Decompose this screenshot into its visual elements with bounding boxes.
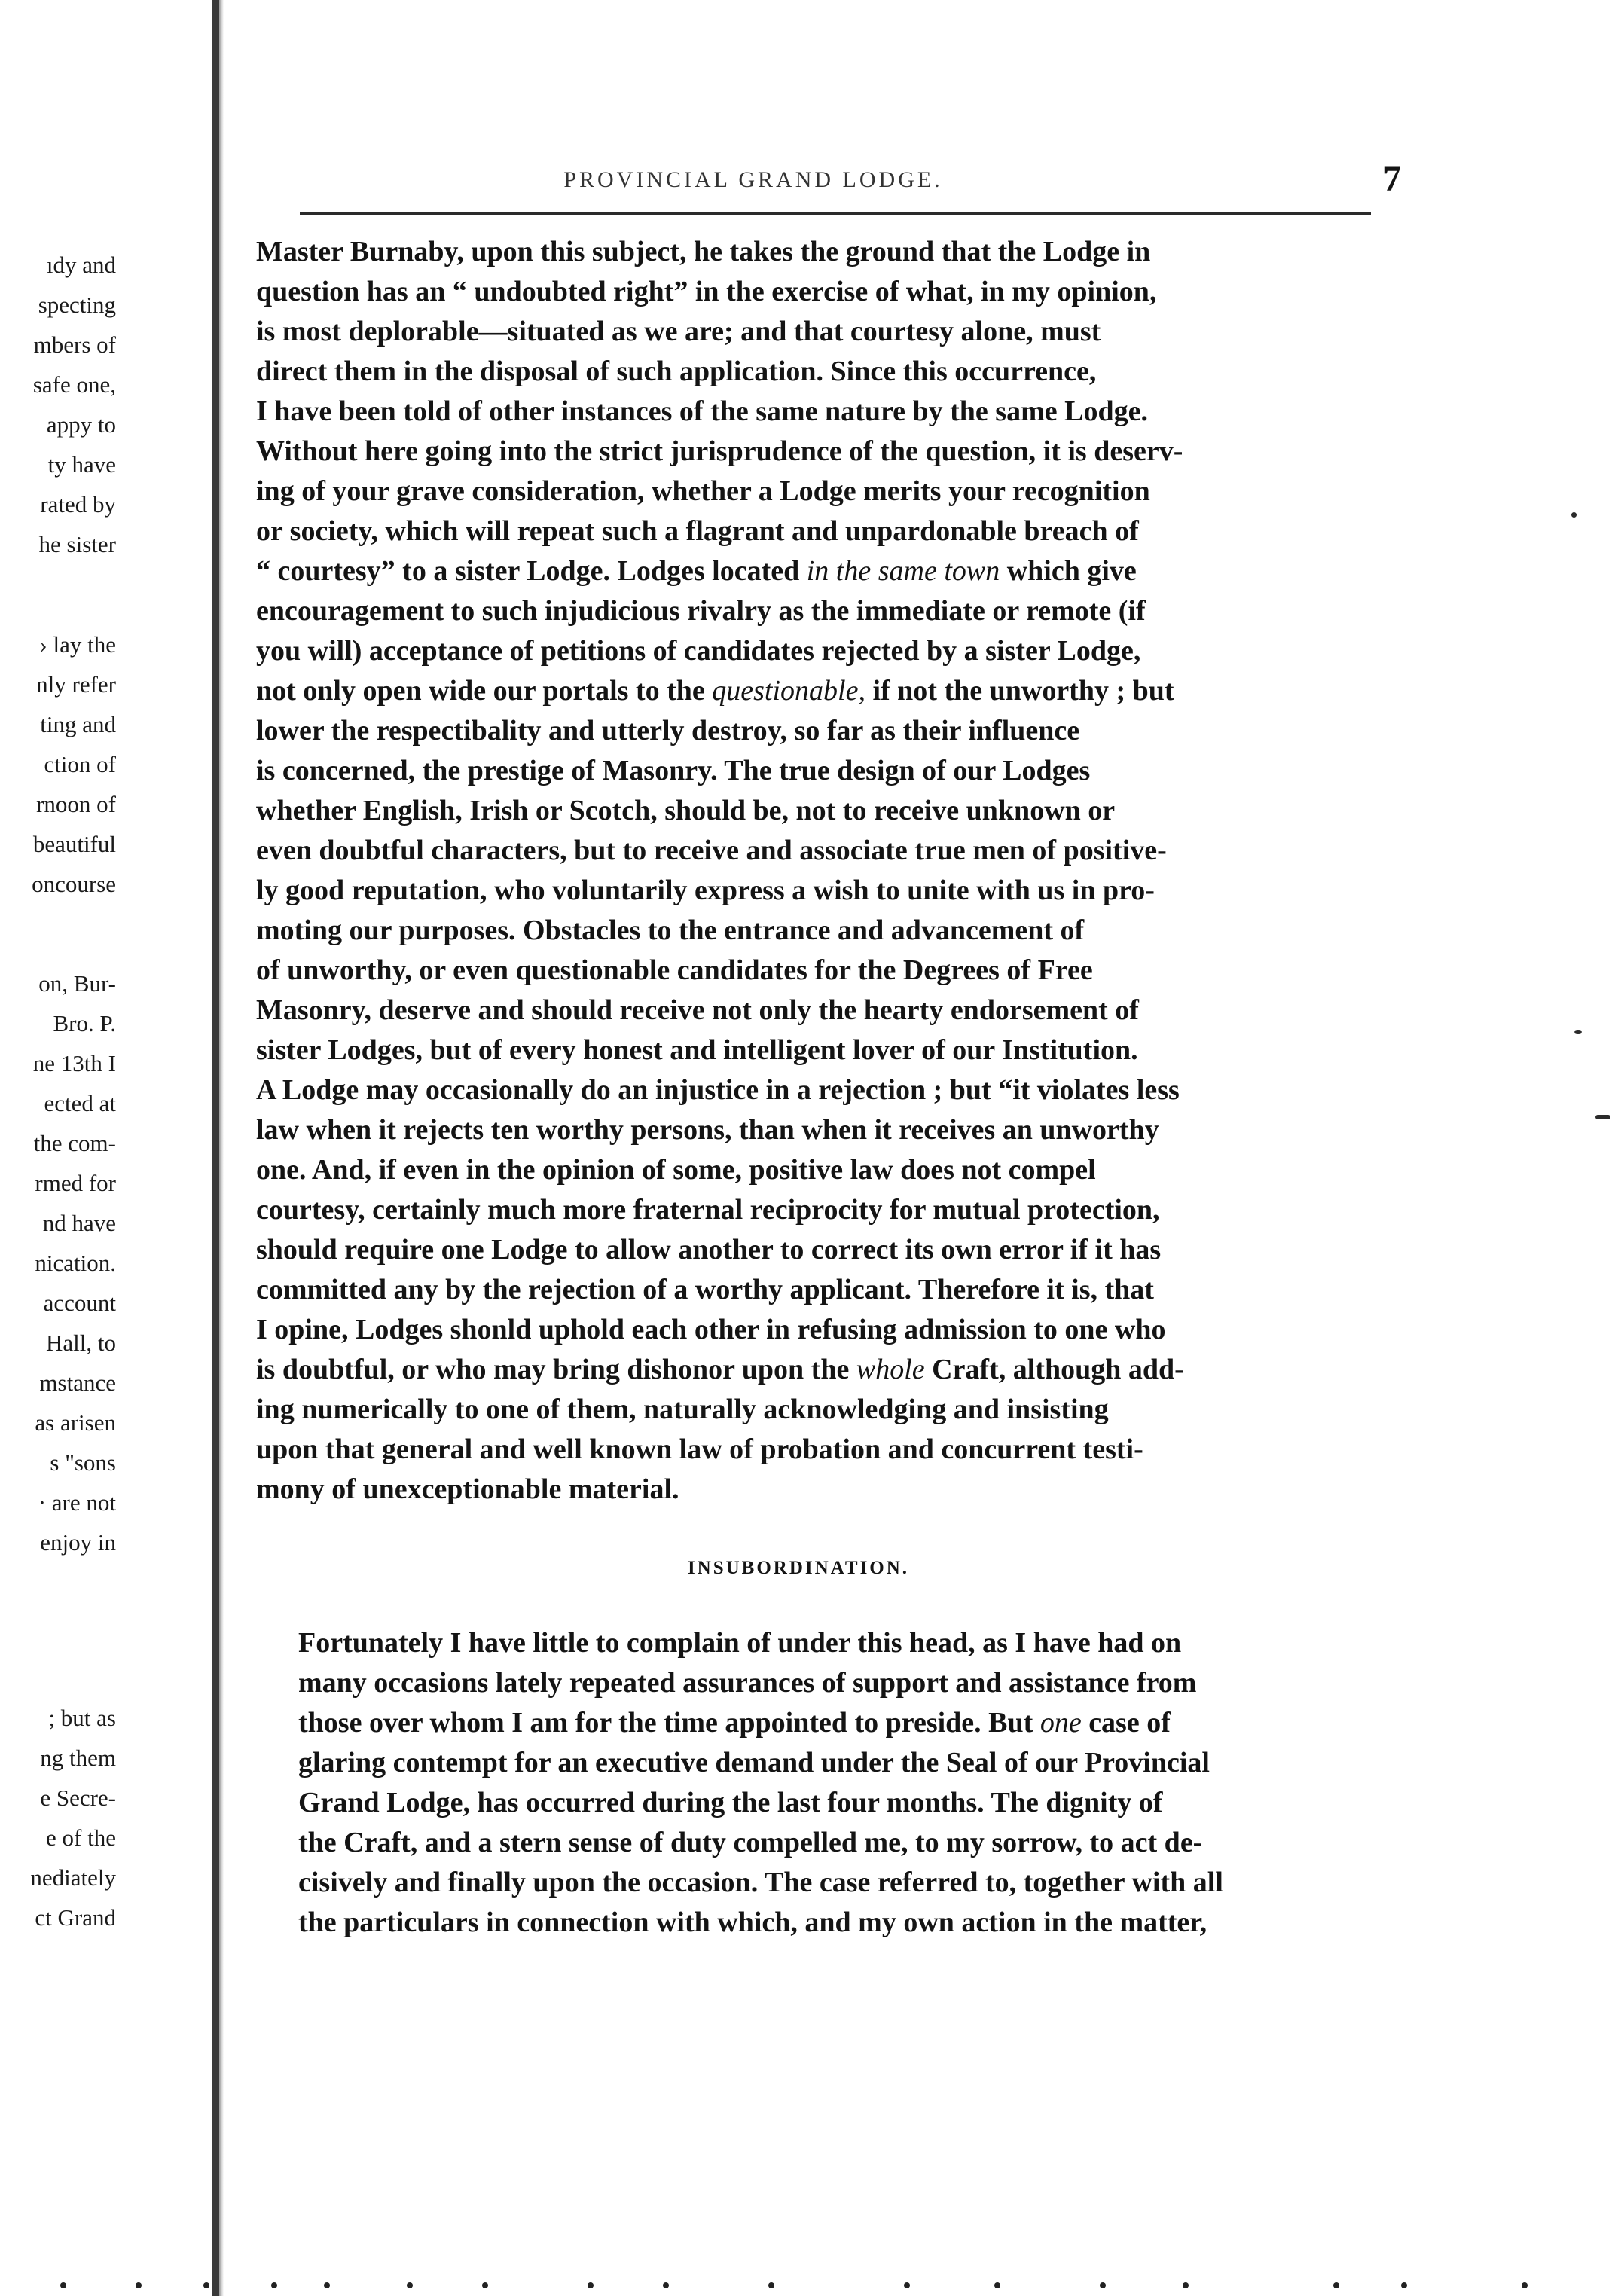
facing-page-line: ; but as xyxy=(48,1705,116,1731)
text-line: whether English, Irish or Scotch, should be, not to receive unknown or xyxy=(256,795,1116,826)
facing-page-line: s "sons xyxy=(50,1449,116,1476)
facing-page-line: nd have xyxy=(42,1210,116,1236)
scan-mark xyxy=(324,2282,330,2288)
facing-page-line: ıdy and xyxy=(46,252,116,278)
scan-mark xyxy=(768,2282,774,2288)
text-line xyxy=(256,1703,1341,1743)
facing-page-line: beautiful xyxy=(32,831,116,857)
scan-mark xyxy=(203,2282,209,2288)
text-segment: “ courtesy” to a sister Lodge. Lodges located xyxy=(256,555,800,587)
text-line: mony of unexceptionable material. xyxy=(256,1473,679,1505)
text-line: Master Burnaby, upon this subject, he takes the ground that the Lodge in xyxy=(256,236,1151,267)
facing-page-line: e Secre- xyxy=(40,1785,116,1811)
facing-page-line: ty have xyxy=(47,451,116,478)
italic-phrase: one xyxy=(1039,1707,1082,1739)
facing-page-line: ne 13th I xyxy=(32,1050,116,1076)
facing-page-line: Hall, to xyxy=(46,1330,116,1356)
scan-mark xyxy=(588,2282,594,2288)
facing-page-line: nication. xyxy=(35,1250,116,1276)
text-line: many occasions lately repeated assurances of support and assistance from xyxy=(298,1667,1197,1699)
text-line: encouragement to such injudicious rivalry as the immediate or remote (if xyxy=(256,595,1146,627)
facing-page-line: e of the xyxy=(46,1824,116,1851)
facing-page-line: he sister xyxy=(38,531,116,557)
text-segment: those over whom I am for the time appointed to preside. But xyxy=(298,1707,1033,1739)
italic-phrase: whole xyxy=(856,1354,925,1385)
facing-page-line: · are not xyxy=(38,1489,116,1516)
italic-phrase: questionable, xyxy=(712,675,865,707)
scan-speck xyxy=(1595,1115,1610,1119)
text-line: direct them in the disposal of such application. Since this occurrence, xyxy=(256,356,1097,387)
facing-page-line: rated by xyxy=(40,491,116,518)
text-line: the particulars in connection with which, and my own action in the matter, xyxy=(298,1907,1207,1938)
text-line: Grand Lodge, has occurred during the last four months. The dignity of xyxy=(298,1787,1163,1818)
text-segment: case of xyxy=(1081,1707,1171,1739)
facing-page-line: › lay the xyxy=(39,631,116,658)
text-line: I have been told of other instances of the same nature by the same Lodge. xyxy=(256,395,1148,427)
text-line: is concerned, the prestige of Masonry. The true design of our Lodges xyxy=(256,755,1091,786)
text-line: Masonry, deserve and should receive not only the hearty endorsement of xyxy=(256,994,1139,1026)
scan-mark xyxy=(1183,2282,1189,2288)
facing-page-line: safe one, xyxy=(32,371,116,398)
text-segment: not only open wide our portals to the xyxy=(256,675,705,707)
text-line xyxy=(256,551,1341,591)
text-line: Without here going into the strict jurisprudence of the question, it is deserv- xyxy=(256,435,1183,467)
scan-mark xyxy=(60,2282,66,2288)
text-line: glaring contempt for an executive demand under the Seal of our Provincial xyxy=(298,1747,1210,1778)
main-paragraph xyxy=(256,232,1341,1510)
text-segment: Craft, although add- xyxy=(924,1354,1184,1385)
text-line: committed any by the rejection of a worthy applicant. Therefore it is, that xyxy=(256,1274,1154,1305)
scan-speck xyxy=(1571,512,1577,518)
facing-page-line: rnoon of xyxy=(36,791,116,817)
facing-page-line: ng them xyxy=(40,1745,116,1771)
scan-mark xyxy=(1522,2282,1528,2288)
text-line: the Craft, and a stern sense of duty compelled me, to my sorrow, to act de- xyxy=(298,1827,1203,1858)
text-line: even doubtful characters, but to receive and associate true men of positive- xyxy=(256,835,1167,866)
text-line: should require one Lodge to allow another to correct its own error if it has xyxy=(256,1234,1162,1266)
facing-page-line: enjoy in xyxy=(40,1529,116,1556)
header-rule xyxy=(300,212,1371,215)
facing-page-line: on, Bur- xyxy=(38,970,116,997)
facing-page-line: nediately xyxy=(30,1864,116,1891)
text-segment: which give xyxy=(1000,555,1137,587)
facing-page-line: mstance xyxy=(39,1369,116,1396)
italic-phrase: in the same town xyxy=(806,555,1000,587)
second-paragraph xyxy=(256,1623,1341,1943)
facing-page-line: appy to xyxy=(46,411,116,438)
scan-mark xyxy=(1401,2282,1407,2288)
text-line: ing of your grave consideration, whether a Lodge merits your recognition xyxy=(256,475,1150,507)
facing-page-line: mbers of xyxy=(33,331,116,358)
text-line: is most deplorable—situated as we are; and that courtesy alone, must xyxy=(256,316,1101,347)
text-line: courtesy, certainly much more fraternal reciprocity for mutual protection, xyxy=(256,1194,1160,1226)
facing-page-line: the com- xyxy=(33,1130,116,1156)
text-line xyxy=(256,1350,1341,1390)
text-line: moting our purposes. Obstacles to the entrance and advancement of xyxy=(256,914,1085,946)
facing-page-fragment xyxy=(0,0,196,2296)
text-line: law when it rejects ten worthy persons, than when it receives an unworthy xyxy=(256,1114,1159,1146)
gutter-shadow xyxy=(219,0,224,2296)
book-page xyxy=(256,143,1401,2207)
scan-mark xyxy=(994,2282,1000,2288)
page-number: 7 xyxy=(1383,159,1401,199)
facing-page-line: nly refer xyxy=(36,671,116,698)
facing-page-line: rmed for xyxy=(35,1170,116,1196)
scan-mark xyxy=(1100,2282,1106,2288)
running-head xyxy=(256,158,1401,203)
text-segment: if not the unworthy ; but xyxy=(865,675,1174,707)
text-line: upon that general and well known law of probation and concurrent testi- xyxy=(256,1433,1143,1465)
facing-page-line: ting and xyxy=(40,711,116,737)
text-line: A Lodge may occasionally do an injustice in a rejection ; but “it violates less xyxy=(256,1074,1180,1106)
scan-mark xyxy=(904,2282,910,2288)
text-line: Fortunately I have little to complain of under this head, as I have had on xyxy=(298,1627,1182,1659)
scan-speck xyxy=(1574,1030,1582,1034)
scan-mark xyxy=(663,2282,669,2288)
scan-mark xyxy=(271,2282,277,2288)
scan-mark xyxy=(1333,2282,1339,2288)
text-line: sister Lodges, but of every honest and intelligent lover of our Institution. xyxy=(256,1034,1138,1066)
scan-mark xyxy=(482,2282,488,2288)
text-line: of unworthy, or even questionable candidates for the Degrees of Free xyxy=(256,954,1093,986)
section-heading: INSUBORDINATION. xyxy=(687,1558,910,1578)
text-line: one. And, if even in the opinion of some, positive law does not compel xyxy=(256,1154,1096,1186)
facing-page-line: ected at xyxy=(44,1090,116,1116)
facing-page-line: oncourse xyxy=(32,871,116,897)
facing-page-line: as arisen xyxy=(35,1409,116,1436)
text-segment: is doubtful, or who may bring dishonor upon the xyxy=(256,1354,850,1385)
text-line: you will) acceptance of petitions of candidates rejected by a sister Lodge, xyxy=(256,635,1141,667)
text-line: I opine, Lodges shonld uphold each other in refusing admission to one who xyxy=(256,1314,1166,1345)
text-line: lower the respectibality and utterly destroy, so far as their influence xyxy=(256,715,1080,747)
text-line: or society, which will repeat such a flagrant and unpardonable breach of xyxy=(256,515,1139,547)
gutter-rule xyxy=(212,0,219,2296)
text-line: cisively and finally upon the occasion. The case referred to, together with all xyxy=(298,1867,1223,1898)
text-line: question has an “ undoubted right” in the exercise of what, in my opinion, xyxy=(256,276,1157,307)
text-line: ly good reputation, who voluntarily express a wish to unite with us in pro- xyxy=(256,875,1155,906)
facing-page-line: ct Grand xyxy=(35,1904,116,1931)
facing-page-line: account xyxy=(43,1290,116,1316)
scan-mark xyxy=(136,2282,142,2288)
facing-page-line: Bro. P. xyxy=(53,1010,116,1037)
text-line: ing numerically to one of them, naturally acknowledging and insisting xyxy=(256,1394,1109,1425)
facing-page-line: specting xyxy=(38,292,116,318)
text-line xyxy=(256,671,1341,711)
running-title: PROVINCIAL GRAND LODGE. xyxy=(563,167,943,192)
facing-page-line: ction of xyxy=(44,751,116,777)
scan-mark xyxy=(407,2282,413,2288)
